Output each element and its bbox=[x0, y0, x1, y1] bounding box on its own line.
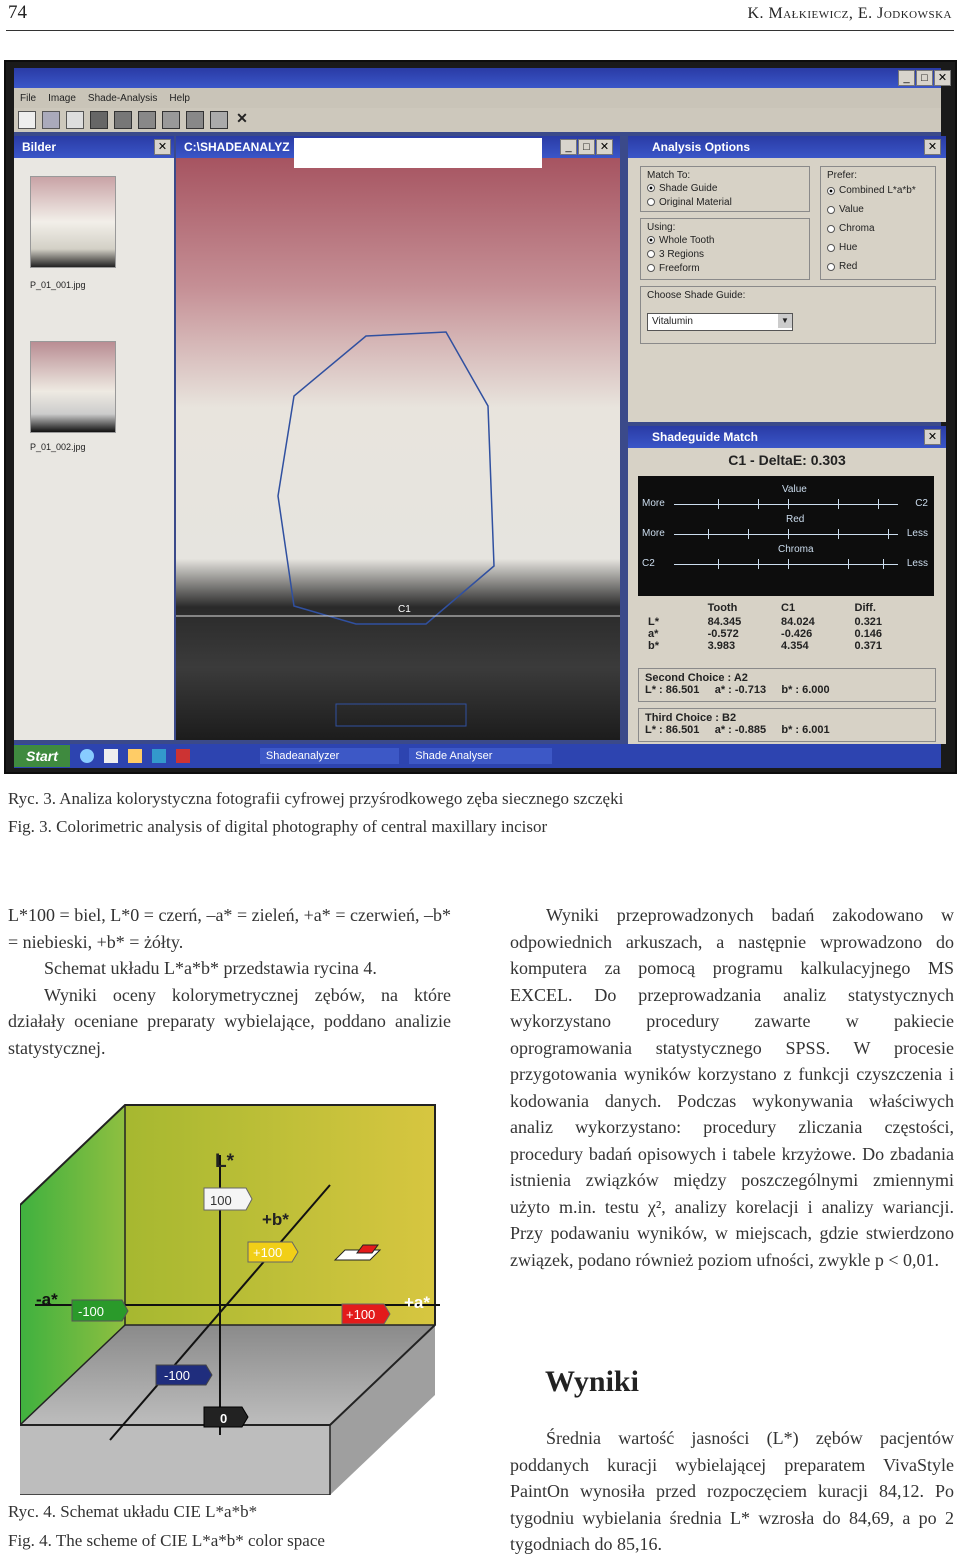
task-shade-analyser[interactable]: Shade Analyser bbox=[409, 748, 552, 764]
table-row: a* -0.572 -0.426 0.146 bbox=[648, 628, 883, 640]
bilder-title: Bilder bbox=[14, 136, 174, 158]
match-to-label: Match To: bbox=[647, 170, 691, 181]
b-100-label: +100 bbox=[253, 1245, 283, 1260]
figure-3-screenshot bbox=[4, 60, 957, 774]
analysis-options-window bbox=[628, 136, 946, 422]
menu-help[interactable]: Help bbox=[169, 92, 190, 104]
window-icon[interactable] bbox=[210, 111, 228, 129]
paragraph: Wyniki oceny kolorymetrycznej zębów, na które działały oceniane preparaty wybielające, poddano analizie statystycznej. bbox=[8, 984, 451, 1058]
thumbnail-2-label: P_01_002.jpg bbox=[30, 442, 86, 452]
a-neg-axis-label: -a* bbox=[36, 1290, 58, 1309]
paragraph: Średnia wartość jasności (L*) zębów pacjentów poddanych kuracji wybielającej preparatem VivaStyle PaintOn wynosiła przed rozpoczęciem kuracji 84,12. Po tygodniu wybielania średnia L* wzrosła do 84,69, a po 2 tygodniach do 85,16. bbox=[510, 1428, 954, 1554]
c2-left-label: C2 bbox=[642, 558, 655, 569]
zero-label: 0 bbox=[220, 1411, 228, 1426]
third-choice-title: Third Choice : B2 bbox=[645, 712, 737, 724]
image-max-button[interactable]: □ bbox=[578, 139, 595, 155]
bilder-close-icon[interactable]: ✕ bbox=[154, 139, 171, 155]
paragraph: L*100 = biel, L*0 = czerń, –a* = zieleń, +a* = czerwień, –b* = niebieski, +b* = żółty. bbox=[8, 905, 451, 952]
radio-combined-lab[interactable]: Combined L*a*b* bbox=[827, 181, 929, 200]
close-icon[interactable]: ✕ bbox=[934, 70, 951, 86]
radio-freeform[interactable]: Freeform bbox=[647, 261, 803, 275]
tools-icon[interactable] bbox=[186, 111, 204, 129]
shadeguide-match-title: Shadeguide Match bbox=[628, 426, 946, 448]
analysis-close-icon[interactable]: ✕ bbox=[924, 139, 941, 155]
browser-icon[interactable] bbox=[80, 749, 94, 763]
import-icon[interactable] bbox=[66, 111, 84, 129]
image-close-icon[interactable]: ✕ bbox=[596, 139, 613, 155]
figure-3-caption-en: Fig. 3. Colorimetric analysis of digital photography of central maxillary incisor bbox=[8, 817, 548, 836]
minimize-button[interactable]: _ bbox=[898, 70, 915, 86]
toolbar bbox=[14, 108, 941, 132]
folder-icon[interactable] bbox=[128, 749, 142, 763]
shade-guide-group bbox=[640, 286, 936, 344]
chevron-down-icon[interactable]: ▼ bbox=[778, 314, 792, 328]
settings-icon[interactable] bbox=[162, 111, 180, 129]
image-window-title: C:\SHADEANALYZ bbox=[176, 136, 620, 158]
match-close-icon[interactable]: ✕ bbox=[924, 429, 941, 445]
second-choice-title: Second Choice : A2 bbox=[645, 672, 748, 684]
radio-chroma[interactable]: Chroma bbox=[827, 219, 929, 238]
shade-guide-select[interactable]: Vitalumin ▼ bbox=[647, 313, 793, 331]
task-shadeanalyzer[interactable]: Shadeanalyzer bbox=[260, 748, 399, 764]
figure-4-caption-pl: Ryc. 4. Schemat układu CIE L*a*b* bbox=[8, 1502, 258, 1521]
red-label: Red bbox=[786, 514, 805, 525]
menu-shade-analysis[interactable]: Shade-Analysis bbox=[87, 92, 158, 104]
third-choice-values: L* : 86.501 a* : -0.885 b* : 6.001 bbox=[645, 724, 830, 736]
more-label-1: More bbox=[642, 498, 665, 509]
thumbnail-2[interactable] bbox=[30, 341, 116, 433]
paragraph: Wyniki przeprowadzonych badań zakodowano w odpowiednich arkuszach, a następnie wprowadzono do komputera za pomocą programu kalkulacyjnego MS EXCEL. Do przeprowadzania analiz statystycznych wykorzystano procedury zawarte w pakiecie oprogramowania statystycznego SPSS. W procesie przygotowania wyników korzystano z funkcji czyszczenia i kodowania danych. Podczas wykonywania właściwych analiz wykorzystano: procedury zliczania częstości, procedury badań opisowych i tabele krzyżowe. Do zbadania istnienia związków między poszczególnymi zmiennymi użyto m.in. testu χ², analizy korelacji i analizy wariancji. Przy podawaniu wyników, w miejscach, gdzie stwierdzono związek, podano również poziom ufności, zwykle p < 0,01. bbox=[510, 905, 954, 1270]
figure-4-caption-en: Fig. 4. The scheme of CIE L*a*b* color space bbox=[8, 1531, 325, 1550]
l-100-label: 100 bbox=[210, 1193, 232, 1208]
right-column-text bbox=[510, 902, 954, 1273]
using-group bbox=[640, 218, 810, 280]
image-min-button[interactable]: _ bbox=[560, 139, 577, 155]
match-to-group bbox=[640, 166, 810, 212]
table-row: L* 84.345 84.024 0.321 bbox=[648, 616, 883, 628]
results-text bbox=[510, 1425, 954, 1558]
maximize-button[interactable]: □ bbox=[916, 70, 933, 86]
col-diff: Diff. bbox=[854, 602, 876, 614]
radio-3-regions[interactable]: 3 Regions bbox=[647, 247, 803, 261]
less-label-2: Less bbox=[906, 558, 928, 569]
menu-bar bbox=[14, 88, 941, 108]
prefer-label: Prefer: bbox=[827, 170, 858, 181]
chroma-label: Chroma bbox=[778, 544, 814, 555]
second-choice-group bbox=[638, 668, 936, 702]
using-label: Using: bbox=[647, 222, 676, 233]
b-axis-label: +b* bbox=[262, 1210, 289, 1229]
choose-shade-guide-label: Choose Shade Guide: bbox=[647, 290, 746, 301]
tooth-outline bbox=[176, 136, 620, 740]
less-label-1: Less bbox=[906, 528, 928, 539]
lab-table bbox=[648, 602, 928, 652]
radio-shade-guide[interactable]: Shade Guide bbox=[647, 181, 803, 195]
new-icon[interactable] bbox=[18, 111, 36, 129]
desktop-icon[interactable] bbox=[104, 749, 118, 763]
thumbnail-1-label: P_01_001.jpg bbox=[30, 280, 86, 290]
delta-e-readout: C1 - DeltaE: 0.303 bbox=[728, 452, 846, 468]
left-column-text bbox=[8, 902, 451, 1061]
open-icon[interactable] bbox=[42, 111, 60, 129]
running-head-authors: K. Małkiewicz, E. Jodkowska bbox=[747, 5, 952, 22]
third-choice-group bbox=[638, 708, 936, 742]
header-rule bbox=[6, 30, 954, 31]
front-face bbox=[20, 1425, 330, 1495]
app-icon[interactable] bbox=[152, 749, 166, 763]
radio-value[interactable]: Value bbox=[827, 200, 929, 219]
col-tooth: Tooth bbox=[707, 602, 738, 614]
a-pos-axis-label: +a* bbox=[404, 1293, 430, 1312]
bilder-window bbox=[14, 136, 174, 740]
app-icon-2[interactable] bbox=[176, 749, 190, 763]
more-label-2: More bbox=[642, 528, 665, 539]
analysis-options-title: Analysis Options bbox=[628, 136, 946, 158]
value-bar bbox=[674, 504, 898, 505]
menu-image[interactable]: Image bbox=[48, 92, 76, 104]
menu-file[interactable]: File bbox=[20, 92, 37, 104]
chroma-bar bbox=[674, 564, 898, 565]
table-row: b* 3.983 4.354 0.371 bbox=[648, 640, 883, 652]
value-label: Value bbox=[782, 484, 807, 495]
taskbar bbox=[14, 744, 941, 768]
radio-whole-tooth[interactable]: Whole Tooth bbox=[647, 233, 803, 247]
delete-icon[interactable]: ✕ bbox=[236, 112, 248, 127]
a-100-label: +100 bbox=[346, 1307, 376, 1322]
c2-right-label: C2 bbox=[915, 498, 928, 509]
radio-red[interactable]: Red bbox=[827, 257, 929, 276]
thumbnail-1[interactable] bbox=[30, 176, 116, 268]
figure-3-caption-pl: Ryc. 3. Analiza kolorystyczna fotografii cyfrowej przyśrodkowego zęba siecznego szczęki bbox=[8, 789, 624, 808]
image-window bbox=[176, 136, 620, 740]
col-c1: C1 bbox=[781, 602, 796, 614]
section-heading: Wyniki bbox=[545, 1365, 639, 1398]
compare-icon[interactable] bbox=[138, 111, 156, 129]
radio-original-material[interactable]: Original Material bbox=[647, 195, 803, 209]
match-bar-display bbox=[638, 476, 934, 596]
grid-icon[interactable] bbox=[90, 111, 108, 129]
a-neg100-label: -100 bbox=[78, 1304, 105, 1319]
paragraph: Schemat układu L*a*b* przedstawia rycina 4. bbox=[44, 958, 377, 978]
page-number: 74 bbox=[8, 2, 27, 23]
tooth-marker-label: C1 bbox=[398, 604, 411, 615]
gallery-icon[interactable] bbox=[114, 111, 132, 129]
start-button[interactable]: Start bbox=[14, 745, 70, 767]
prefer-group bbox=[820, 166, 936, 280]
shadeguide-match-window bbox=[628, 426, 946, 744]
radio-hue[interactable]: Hue bbox=[827, 238, 929, 257]
b-neg100-label: -100 bbox=[164, 1368, 191, 1383]
cie-lab-diagram bbox=[20, 1095, 450, 1495]
l-axis-label: L* bbox=[215, 1151, 234, 1172]
second-choice-values: L* : 86.501 a* : -0.713 b* : 6.000 bbox=[645, 684, 830, 696]
app-title-bar bbox=[14, 68, 941, 88]
